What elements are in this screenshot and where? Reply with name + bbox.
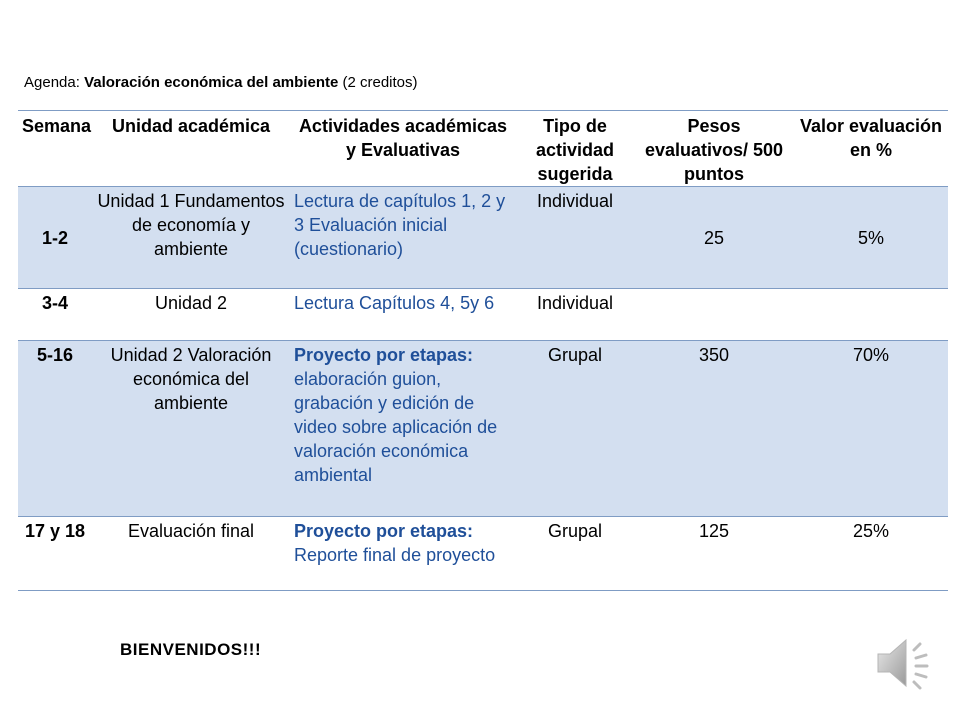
header-unit: Unidad académica — [111, 116, 271, 136]
activity-text: Reporte final de proyecto — [294, 545, 496, 565]
agenda-label: Agenda: — [24, 74, 80, 91]
table-header-row — [18, 111, 948, 187]
activity-text: Lectura de capítulos 1, 2 y 3 Evaluación inicial (cuestionario) — [294, 191, 506, 259]
row-weight: 125 — [698, 521, 730, 541]
agenda-table — [18, 110, 948, 591]
row-activity — [290, 289, 516, 341]
row-week: 17 y 18 — [24, 521, 86, 541]
table-row — [18, 289, 948, 341]
activity-bold: Proyecto por etapas: — [294, 521, 474, 541]
row-unit: Unidad 1 Fundamentos de economía y ambiente — [97, 191, 285, 259]
row-activity — [290, 517, 516, 591]
row-value: 25% — [852, 521, 890, 541]
activity-text: Lectura Capítulos 4, 5y 6 — [294, 293, 495, 313]
row-type: Grupal — [547, 345, 603, 365]
row-activity — [290, 341, 516, 517]
header-weights: Pesos evaluativos/ 500 puntos — [644, 116, 784, 184]
row-weight: 350 — [698, 345, 730, 365]
row-value: 5% — [857, 227, 884, 248]
course-name: Valoración económica del ambiente — [84, 74, 339, 91]
header-type: Tipo de actividad sugerida — [535, 116, 615, 184]
row-value: 70% — [852, 345, 890, 365]
row-activity — [290, 187, 516, 289]
course-credits: (2 creditos) — [342, 74, 418, 91]
table-row — [18, 517, 948, 591]
row-week: 1-2 — [41, 227, 68, 248]
activity-bold: Proyecto por etapas: — [294, 345, 474, 365]
row-unit: Unidad 2 — [154, 293, 228, 313]
header-value: Valor evaluación en % — [799, 116, 943, 160]
activity-text: elaboración guion, grabación y edición de video sobre aplicación de valoración económica ambiental — [294, 369, 498, 485]
row-week: 3-4 — [41, 293, 68, 313]
row-week: 5-16 — [36, 345, 74, 365]
row-unit: Unidad 2 Valoración económica del ambiente — [110, 345, 272, 413]
row-weight — [634, 289, 794, 341]
welcome-text: BIENVENIDOS!!! — [120, 640, 262, 659]
speaker-icon[interactable] — [872, 630, 938, 696]
row-type: Grupal — [547, 521, 603, 541]
row-type: Individual — [536, 191, 614, 211]
agenda-title — [24, 74, 418, 91]
table-row — [18, 187, 948, 289]
row-value — [794, 289, 948, 341]
header-activities: Actividades académicas y Evaluativas — [298, 116, 508, 160]
table-row — [18, 341, 948, 517]
header-week: Semana — [22, 116, 92, 136]
row-type: Individual — [536, 293, 614, 313]
row-unit: Evaluación final — [127, 521, 255, 541]
row-weight: 25 — [703, 227, 725, 248]
